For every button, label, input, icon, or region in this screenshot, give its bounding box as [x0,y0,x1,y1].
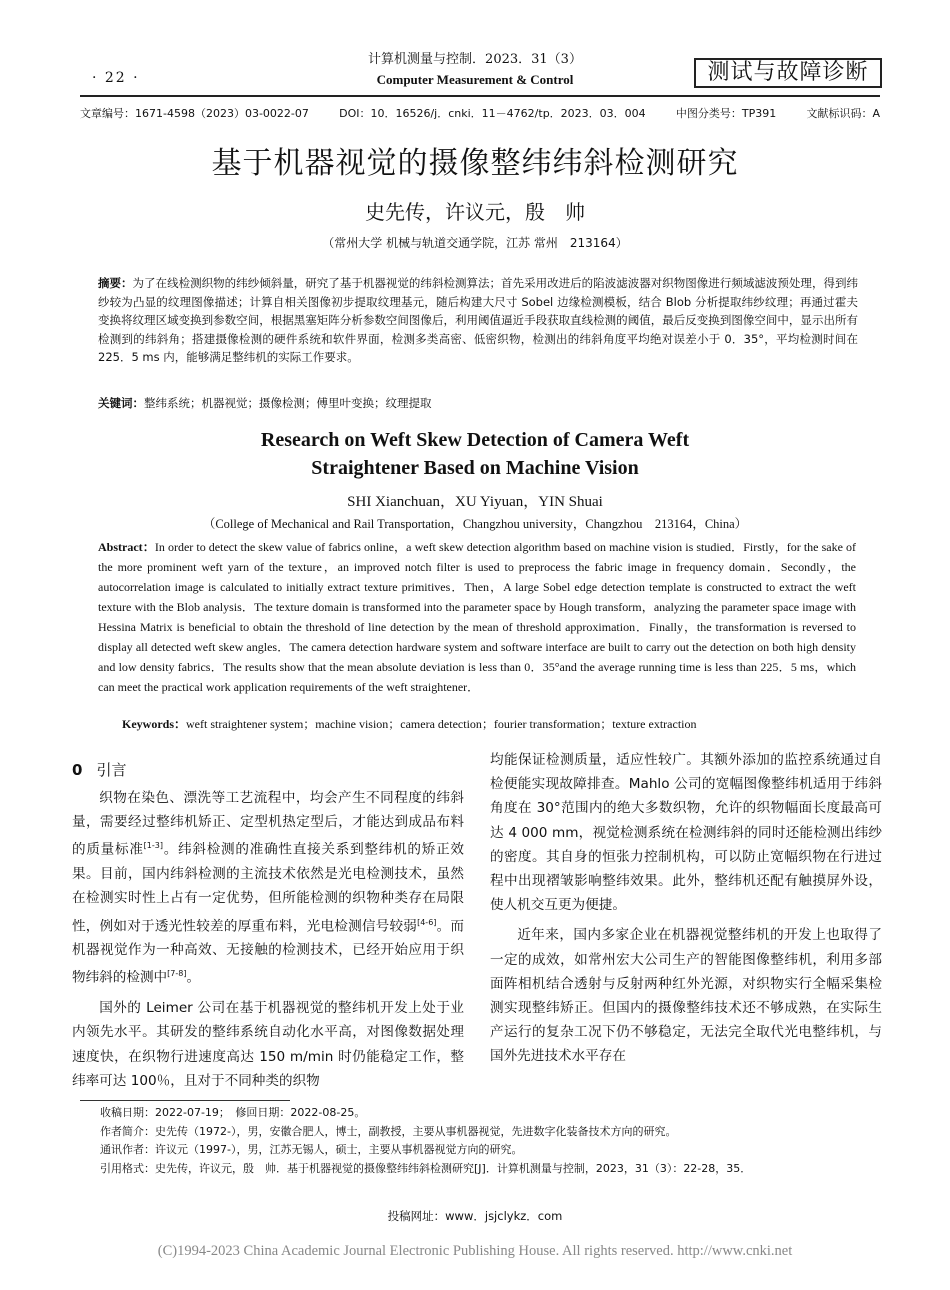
title-en-line-1: Research on Weft Skew Detection of Camera Weft [260,429,690,451]
body-column-right [490,748,882,1075]
header-rule [80,95,880,97]
keywords-cn [98,394,858,412]
paragraph-text: 织物在染色、漂洗等工艺流程中，均会产生不同程度的纬斜量，需要经过整纬机矫正、定型机热定型后，才能达到成品布料的质量标准 [72,790,464,858]
copyright-line: (C)1994-2023 China Academic Journal Electronic Publishing House. All rights reserved. http://www.cnki.net [157,1243,793,1259]
doi: DOI：10．16526/j．cnki．11－4762/tp．2023．03．004 [339,107,646,120]
authors-en: SHI Xianchuan，XU Yiyuan，YIN Shuai [347,494,603,510]
citation-ref: [1-3] [143,841,163,851]
keywords-en-label: Keywords： [122,717,186,731]
affiliation-en: （College of Mechanical and Rail Transportation，Changzhou university，Changzhou 213164，China） [202,517,748,531]
body-paragraph [72,786,464,990]
section-heading [72,758,464,782]
abstract-cn-text: 为了在线检测织物的纬纱倾斜量，研究了基于机器视觉的纬斜检测算法；首先采用改进后的陷波滤波器对织物图像进行频域滤波预处理，得到纬纱较为凸显的纹理图像描述；计算自相关图像初步提取纹理基元，随后构建大尺寸 Sobel 边缘检测模板，结合 Blob 分析提取纬纱纹理；再通过霍夫变换将纹理区域变换到参数空间，根据黑塞矩阵分析参数空间图像后，利用阈值逼近手段获取直线检测的阈值，最后反变换到图像空间中，显示出所有检测到的纬斜角；搭建摄像检测的硬件系统和软件界面，检测多类高密、低密织物，检测出的纬斜角度平均绝对误差小于 0．35°，平均检测时间在 225．5 ms 内，能够满足整纬机的实际工作要求。 [98,276,858,364]
keywords-cn-label: 关键词： [98,396,144,410]
footnote-author: 作者简介：史先传（1972-），男，安徽合肥人，博士，副教授，主要从事机器视觉，先进数字化装备技术方向的研究。 [100,1124,677,1138]
citation-ref: [4-6] [417,917,437,927]
document-code: 文献标识码：A [806,107,880,120]
clc-number: 中图分类号：TP391 [675,107,777,120]
paragraph-text: 。纬斜检测的准确性直接关系到整纬机的矫正效果。目前，国内纬斜检测的主流技术依然是光电检测技术，虽然在检测实时性上占有一定优势，但所能检测的织物种类存在局限性，例如对于透光性较差的厚重布料，光电检测信号较弱 [72,841,464,935]
affiliation-cn: （常州大学 机械与轨道交通学院，江苏 常州 213164） [322,236,628,250]
section-title: 引言 [96,761,127,779]
abstract-en-text: In order to detect the skew value of fabrics online，a weft skew detection algorithm based on machine vision is studied．Firstly，for the sake of the more prominent weft yarn of the texture，an improved notch filter is used to preprocess the fabric image in frequency domain．Secondly，the autocorrelation image is calculated to initially extract texture primitives．Then，A large Sobel edge detection template is constructed to extract the weft texture with the Blob analysis．The texture domain is transformed into the parameter space by Hough transform，analyzing the parameter space image with Hessina Matrix is beneficial to obtain the threshold of line detection by the mean of threshold approximation．Finally，the transformation is reversed to display all detected weft skew angles．The camera detection hardware system and software interface are built to carry out the detection on both high density and low density fabrics．The results show that the mean absolute deviation is less than 0．35°and the average running time is less than 225．5 ms，which can meet the practical work application requirements of the weft straightener． [98,540,857,694]
keywords-en-text: weft straightener system；machine vision；camera detection；fourier transformation；texture extraction [186,717,697,731]
page-number: · 22 · [92,70,140,86]
footnotes [100,1104,878,1178]
body-paragraph: 均能保证检测质量，适应性较广。其额外添加的监控系统通过自检便能实现故障排查。Mahlo 公司的宽幅图像整纬机适用于纬斜角度在 30°范围内的绝大多数织物，允许的织物幅面长度最高可达 4 000 mm，视觉检测系统在检测纬斜的同时还能检测出纬纱的密度。其自身的恒张力控制机构，可以防止宽幅织物在行进过程中出现褶皱影响整纬效果。此外，整纬机还配有触摸屏外设，使人机交互更为便捷。 [490,752,882,914]
title-en [0,426,950,482]
footnote-corresponding: 通讯作者：许议元（1997-），男，江苏无锡人，硕士，主要从事机器视觉方向的研究。 [100,1143,523,1157]
abstract-en [98,537,856,697]
abstract-en-label: Abstract： [98,540,155,554]
section-label: 测试与故障诊断 [694,58,882,88]
paragraph-text: 。 [186,970,201,987]
authors-cn: 史先传，许议元，殷 帅 [365,200,585,224]
body-paragraph: 国外的 Leimer 公司在基于机器视觉的整纬机开发上处于业内领先水平。其研发的整纬系统自动化水平高，对图像数据处理速度快，在织物行进速度高达 150 m/min 时仍能稳定工作，整纬率可达 100％，且对于不同种类的织物 [72,1000,464,1089]
article-meta [80,106,880,122]
footnote-citation: 引用格式：史先传，许议元，殷 帅．基于机器视觉的摄像整纬纬斜检测研究[J]．计算机测量与控制，2023，31（3）：22-28，35． [100,1161,752,1175]
journal-name-en: Computer Measurement & Control [376,72,574,87]
title-en-line-2: Straightener Based on Machine Vision [311,457,639,479]
body-paragraph: 近年来，国内多家企业在机器视觉整纬机的开发上也取得了一定的成效，如常州宏大公司生产的智能图像整纬机，利用多部面阵相机结合透射与反射两种红外光源，对织物实行全幅采集检测实现整纬矫正。但国内的摄像整纬技术还不够成熟，在实际生产运行的复杂工况下仍不够稳定，无法完全取代光电整纬机，与国外先进技术水平存在 [490,927,882,1065]
title-cn: 基于机器视觉的摄像整纬纬斜检测研究 [211,146,739,181]
keywords-en [122,715,856,733]
abstract-cn [98,274,858,367]
citation-ref: [7-8] [167,969,187,979]
body-column-left [72,758,464,1099]
journal-name-cn: 计算机测量与控制．2023．31（3） [368,52,582,67]
section-number: 0 [72,761,83,779]
paragraph-text: 。而机器视觉作为一种高效、无接触的检测技术，已经开始应用于织物纬斜的检测中 [72,918,465,987]
footnote-received: 收稿日期：2022-07-19； 修回日期：2022-08-25。 [100,1106,366,1119]
abstract-cn-label: 摘要： [98,276,133,290]
keywords-cn-text: 整纬系统；机器视觉；摄像检测；傅里叶变换；纹理提取 [144,396,432,410]
footnote-rule [80,1100,290,1101]
submission-site: 投稿网址：www．jsjclykz．com [387,1209,563,1223]
article-number: 文章编号：1671-4598（2023）03-0022-07 [80,107,309,120]
